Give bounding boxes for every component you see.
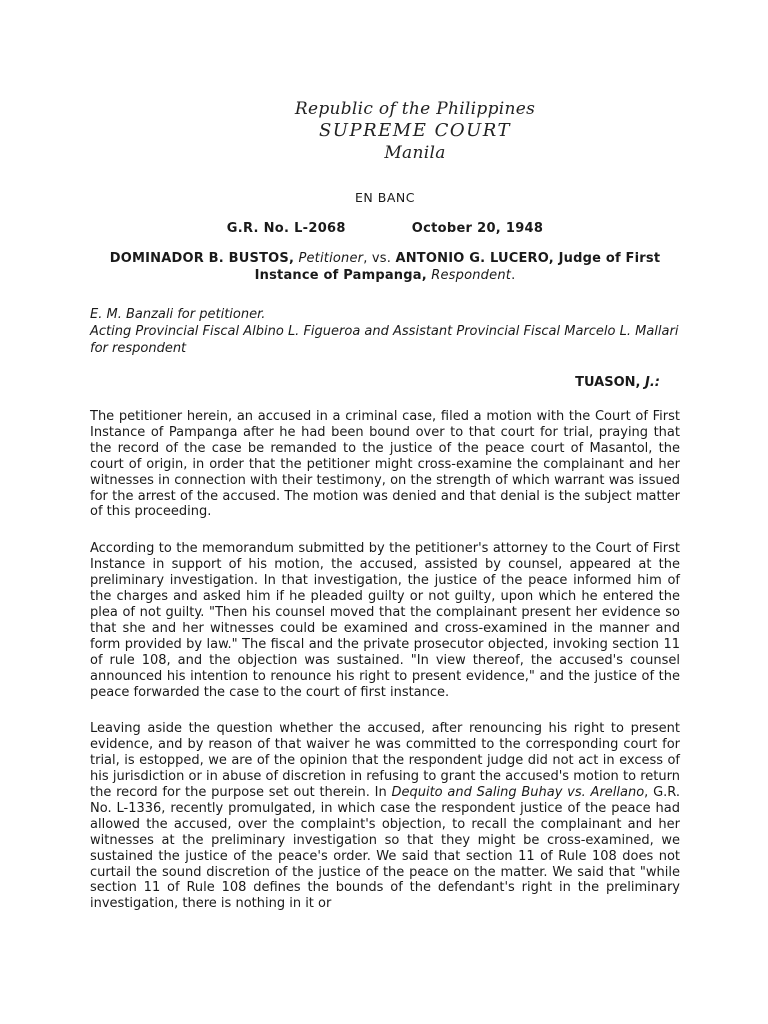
court-header	[90, 0, 680, 164]
petitioner-role: Petitioner	[298, 251, 364, 266]
paragraph-1: The petitioner herein, an accused in a criminal case, filed a motion with the Court of First Instance of Pampanga after he had been bound over to that court for trial, praying that the record of the case be remanded to the justice of the peace court of Masantol, the court of origin, in order that the petitioner might cross-examine the complainant and her witnesses in connection with their testimony, on the strength of which warrant was issued for the arrest of the accused. The motion was denied and that denial is the subject matter of this proceeding.	[90, 409, 680, 520]
paragraph-3	[90, 721, 680, 912]
respondent-name: ANTONIO G. LUCERO, Judge of First Instance of Pampanga,	[254, 251, 661, 283]
ponente-name: TUASON,	[575, 375, 641, 390]
case-number: G.R. No. L-2068	[226, 221, 346, 236]
petitioner-counsel: E. M. Banzali for petitioner.	[90, 307, 266, 322]
case-parties	[90, 250, 680, 284]
division-label: EN BANC	[355, 190, 415, 205]
counsel-block	[90, 306, 680, 357]
ponente	[90, 375, 680, 390]
paragraph-3-part-2: , G.R. No. L-1336, recently promulgated, in which case the respondent justice of the peace had allowed the accused, over the complaint's objection, to recall the complainant and her witnesses at the preliminary investigation so that they might be cross-examined, we sustained the justice of the peace's order. We said that section 11 of Rule 108 does not curtail the sound discretion of the justice of the peace on the matter. We said that "while section 11 of Rule 108 defines the bounds of the defendant's right in the preliminary investigation, there is nothing in it or	[90, 785, 680, 912]
respondent-role: Respondent	[431, 268, 512, 283]
case-date: October 20, 1948	[411, 221, 544, 236]
paragraph-2: According to the memorandum submitted by the petitioner's attorney to the Court of First Instance in support of his motion, the accused, assisted by counsel, appeared at the preliminary investigation. In that investigation, the justice of the peace informed him of the charges and asked him if he pleaded guilty or not guilty, upon which he entered the plea of not guilty. "Then his counsel moved that the complainant present her evidence so that she and her witnesses could be examined and cross-examined in the manner and form provided by law." The fiscal and the private prosecutor objected, invoking section 11 of rule 108, and the objection was sustained. "In view thereof, the accused's counsel announced his intention to renounce his right to present evidence," and the justice of the peace forwarded the case to the court of first instance.	[90, 541, 680, 700]
republic-heading: Republic of the Philippines	[294, 99, 536, 119]
parties-end: .	[511, 268, 516, 283]
respondent-counsel: Acting Provincial Fiscal Albino L. Figueroa and Assistant Provincial Fiscal Marcelo L. Mallari for respondent	[90, 324, 679, 356]
petitioner-name: DOMINADOR B. BUSTOS,	[109, 251, 295, 266]
versus-label: , vs.	[363, 251, 392, 266]
ponente-suffix: J.:	[645, 375, 660, 390]
cited-case: Dequito and Saling Buhay vs. Arellano	[391, 785, 645, 801]
city-heading: Manila	[384, 143, 446, 163]
paragraph-3-part-1: Leaving aside the question whether the accused, after renouncing his right to present evidence, and by reason of that waiver he was committed to the corresponding court for trial, is estopped, we are of the opinion that the respondent judge did not act in excess of his jurisdiction or in abuse of discretion in refusing to grant the accused's motion to return the record for the purpose set out therein. In	[90, 721, 680, 801]
case-number-line	[90, 221, 680, 236]
supreme-court-heading: SUPREME COURT	[318, 120, 512, 141]
